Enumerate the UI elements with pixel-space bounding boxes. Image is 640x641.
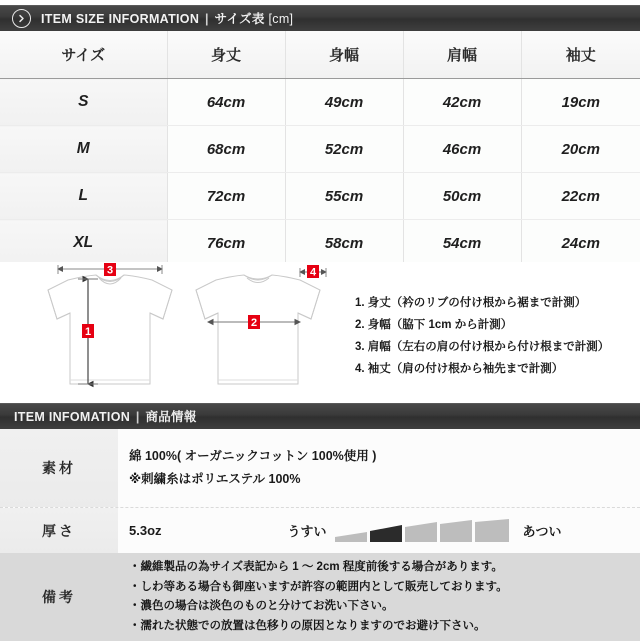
material-value xyxy=(118,429,640,507)
section2-title-en: ITEM INFOMATION xyxy=(14,410,131,424)
notes-row xyxy=(0,553,640,641)
size-table-header-row xyxy=(0,31,640,79)
table-cell: 55cm xyxy=(285,173,403,220)
section2-title-jp: 商品情報 xyxy=(145,410,197,424)
circle-chevron-right-icon xyxy=(12,9,31,28)
size-table xyxy=(0,31,640,267)
measurement-legend xyxy=(355,292,635,380)
table-cell: 49cm xyxy=(285,79,403,126)
material-row xyxy=(0,429,640,507)
size-label: S xyxy=(0,79,167,126)
section1-title-en: ITEM SIZE INFORMATION xyxy=(41,12,200,26)
scale-bar-5 xyxy=(475,519,509,542)
thickness-scale-min-label: うすい xyxy=(287,524,327,539)
table-cell: 64cm xyxy=(167,79,285,126)
item-information-title xyxy=(14,407,197,425)
table-row xyxy=(0,79,640,126)
column-header-shoulder-width: 肩幅 xyxy=(403,31,521,79)
tshirt-front-outline xyxy=(48,275,172,384)
scale-bar-3 xyxy=(405,522,437,542)
material-line-1: 綿 100%( オーガニックコットン 100%使用 ) xyxy=(129,449,377,463)
tshirt-back-outline xyxy=(196,275,320,384)
column-header-body-width: 身幅 xyxy=(285,31,403,79)
thickness-row xyxy=(0,507,640,553)
thickness-label: 厚さ xyxy=(0,508,118,553)
table-row xyxy=(0,126,640,173)
notes-label: 備考 xyxy=(0,553,118,641)
note-line: ・濃色の場合は淡色のものと分けてお洗い下さい。 xyxy=(129,600,394,612)
material-line-2: ※刺繍糸はポリエステル 100% xyxy=(129,472,301,486)
note-line: ・濡れた状態での放置は色移りの原因となりますのでお避け下さい。 xyxy=(129,619,486,632)
table-cell: 20cm xyxy=(521,126,640,173)
thickness-scale-bars xyxy=(335,519,515,543)
item-information-table xyxy=(0,429,640,641)
size-information-title xyxy=(41,9,293,27)
table-row xyxy=(0,220,640,267)
section1-separator: | xyxy=(204,12,209,26)
table-cell: 58cm xyxy=(285,220,403,267)
section1-unit: [cm] xyxy=(268,12,294,26)
column-header-sleeve-length: 袖丈 xyxy=(521,31,640,79)
note-line: ・繊維製品の為サイズ表記から 1 ～ 2cm 程度前後する場合があります。 xyxy=(129,561,503,573)
svg-text:2: 2 xyxy=(250,317,258,329)
table-row xyxy=(0,173,640,220)
svg-text:4: 4 xyxy=(309,266,317,279)
table-cell: 54cm xyxy=(403,220,521,267)
size-information-header xyxy=(0,5,640,31)
legend-item: 1. 身丈（衿のリブの付け根から裾まで計測） xyxy=(355,297,587,309)
legend-item: 4. 袖丈（肩の付け根から袖先まで計測） xyxy=(355,363,564,375)
svg-text:1: 1 xyxy=(84,326,92,338)
table-cell: 76cm xyxy=(167,220,285,267)
table-cell: 46cm xyxy=(403,126,521,173)
size-label: XL xyxy=(0,220,167,267)
thickness-weight: 5.3oz xyxy=(129,523,162,538)
column-header-size: サイズ xyxy=(0,31,167,79)
legend-item: 2. 身幅（脇下 1cm から計測） xyxy=(355,319,513,331)
table-cell: 22cm xyxy=(521,173,640,220)
table-cell: 50cm xyxy=(403,173,521,220)
table-cell: 52cm xyxy=(285,126,403,173)
column-header-body-length: 身丈 xyxy=(167,31,285,79)
svg-text:3: 3 xyxy=(106,264,114,277)
size-label: L xyxy=(0,173,167,220)
table-cell: 19cm xyxy=(521,79,640,126)
note-line: ・しわ等ある場合も御座いますが許容の範囲内として販売しております。 xyxy=(129,580,508,593)
size-label: M xyxy=(0,126,167,173)
table-cell: 42cm xyxy=(403,79,521,126)
scale-bar-2 xyxy=(370,525,402,542)
thickness-value xyxy=(118,508,640,553)
thickness-scale xyxy=(288,519,562,543)
section1-title-jp: サイズ表 xyxy=(214,12,265,26)
notes-value xyxy=(118,553,640,641)
table-cell: 68cm xyxy=(167,126,285,173)
section2-separator: | xyxy=(135,410,140,424)
table-cell: 72cm xyxy=(167,173,285,220)
thickness-scale-max-label: あつい xyxy=(522,524,562,539)
scale-bar-4 xyxy=(440,520,472,542)
scale-bar-1 xyxy=(335,532,367,542)
item-information-header xyxy=(0,403,640,429)
legend-item: 3. 肩幅（左右の肩の付け根から付け根まで計測） xyxy=(355,341,610,353)
table-cell: 24cm xyxy=(521,220,640,267)
material-label: 素材 xyxy=(0,429,118,507)
